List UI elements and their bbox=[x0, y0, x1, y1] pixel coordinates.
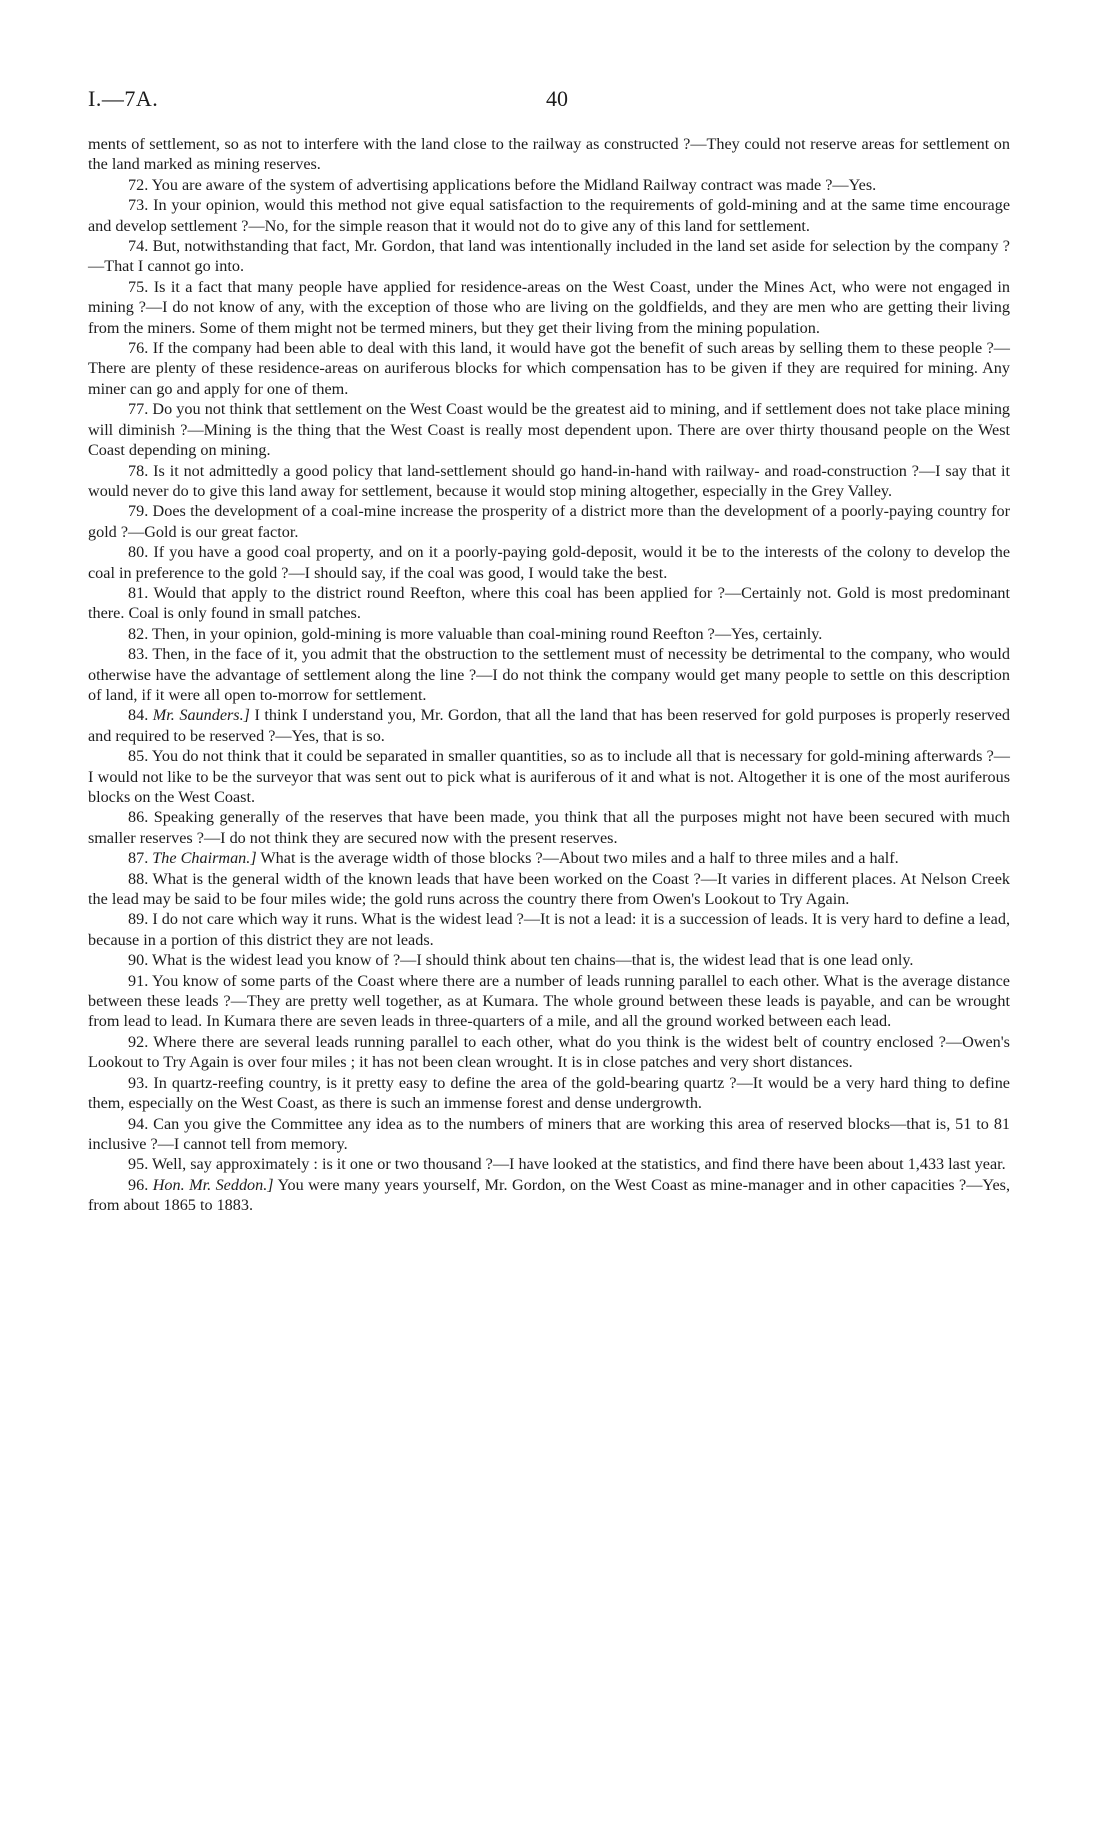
question-number: 75. bbox=[128, 277, 149, 296]
paragraph bbox=[88, 1114, 1010, 1155]
question-number: 87. bbox=[128, 849, 149, 868]
speaker-label: The Chairman.] bbox=[152, 849, 257, 868]
paragraph-text: Then, in your opinion, gold-mining is more valuable than coal-mining round Reefton ?—Yes, certainly. bbox=[152, 624, 823, 643]
paragraph-text: What is the average width of those blocks ?—About two miles and a half to three miles and a half. bbox=[260, 849, 899, 868]
question-number: 74. bbox=[128, 237, 149, 256]
paragraph bbox=[88, 971, 1010, 1032]
paragraph-text: I think I understand you, Mr. Gordon, that all the land that has been reserved for gold purposes is properly reserved and required to be reserved ?—Yes, that is so. bbox=[88, 706, 1011, 745]
question-number: 95. bbox=[128, 1155, 149, 1174]
question-number: 86. bbox=[128, 808, 149, 827]
paragraph-text: In your opinion, would this method not give equal satisfaction to the requirements of gold-mining and at the same time encourage and develop settlement ?—No, for the simple reason that it would not do to give any of this land for settlement. bbox=[88, 196, 1010, 235]
paragraph-text: You do not think that it could be separated in smaller quantities, so as to include all that is necessary for gold-mining afterwards ?—I would not like to be the surveyor that was sent out to pick what is auriferous of it and what is not. Altogether it is one of the most auriferous blocks on the West Coast. bbox=[88, 747, 1010, 806]
paragraph-text: You know of some parts of the Coast where there are a number of leads running parallel to each other. What is the average distance between these leads ?—They are pretty well together, as at Kumara. The whole ground between these leads is payable, and can be wrought from lead to lead. In Kumara there are seven leads in three-quarters of a mile, and all the ground worked between each lead. bbox=[88, 971, 1010, 1031]
paragraph bbox=[88, 542, 1010, 583]
question-number: 92. bbox=[128, 1032, 149, 1051]
paragraph bbox=[88, 583, 1010, 624]
question-number: 79. bbox=[128, 502, 149, 521]
question-number: 96. bbox=[128, 1175, 149, 1194]
question-number: 89. bbox=[128, 910, 149, 929]
paragraph-text: Would that apply to the district round Reefton, where this coal has been applied for ?—Certainly not. Gold is most predominant there. Coal is only found in small patches. bbox=[88, 583, 1010, 623]
paragraph-text: Does the development of a coal-mine increase the prosperity of a district more than the development of a poorly-paying country for gold ?—Gold is our great factor. bbox=[88, 502, 1010, 541]
paragraph bbox=[88, 746, 1010, 807]
document-code: I.—7A. bbox=[88, 86, 159, 111]
question-number: 80. bbox=[128, 543, 149, 562]
question-number: 88. bbox=[128, 869, 149, 888]
paragraph bbox=[88, 1154, 1010, 1174]
paragraph-text: Then, in the face of it, you admit that the obstruction to the settlement must of necessity be detrimental to the company, who would otherwise have the advantage of settlement along the line ?—I do not think the company would get many people to settle on this description of land, if it were all open to-morrow for settlement. bbox=[88, 645, 1010, 704]
paragraph-text: You are aware of the system of advertising applications before the Midland Railway contract was made ?—Yes. bbox=[151, 175, 877, 194]
paragraph bbox=[88, 950, 1010, 970]
paragraph bbox=[88, 195, 1010, 236]
paragraph bbox=[88, 848, 1010, 868]
question-number: 91. bbox=[128, 971, 149, 990]
question-number: 84. bbox=[128, 706, 149, 725]
question-number: 85. bbox=[128, 747, 149, 766]
question-number: 81. bbox=[128, 583, 149, 602]
question-number: 82. bbox=[128, 624, 149, 643]
paragraph bbox=[88, 624, 1010, 644]
paragraph-text: Is it a fact that many people have applied for residence-areas on the West Coast, under the Mines Act, who were not engaged in mining ?—I do not know of any, with the exception of those who are living on the goldfields, and they are men who are getting their living from the miners. Some of them might not be termed miners, but they get their living from the mining population. bbox=[88, 277, 1010, 337]
paragraph-text: Is it not admittedly a good policy that land-settlement should go hand-in-hand with railway- and road-construction ?—I say that it would never do to give this land away for settlement, because it would stop mining altogether, especially in the Grey Valley. bbox=[88, 461, 1011, 500]
paragraph bbox=[88, 134, 1010, 175]
speaker-label: Hon. Mr. Seddon.] bbox=[152, 1175, 274, 1194]
paragraph bbox=[88, 1073, 1010, 1114]
question-number: 93. bbox=[128, 1073, 149, 1092]
paragraph bbox=[88, 705, 1010, 746]
paragraph-text: What is the general width of the known leads that have been worked on the Coast ?—It varies in different places. At Nelson Creek the lead may be said to be four miles wide; the gold runs across the country there from Owen's Lookout to Try Again. bbox=[88, 869, 1010, 909]
paragraph-text: What is the widest lead you know of ?—I should think about ten chains—that is, the widest lead that is one lead only. bbox=[152, 951, 914, 970]
paragraph-text: Speaking generally of the reserves that have been made, you think that all the purposes might not have been secured with much smaller reserves ?—I do not think they are secured now with the present reserves. bbox=[88, 808, 1011, 847]
paragraph-text: Do you not think that settlement on the West Coast would be the greatest aid to mining, and if settlement does not take place mining will diminish ?—Mining is the thing that the West Coast is really most dependent upon. There are over thirty thousand people on the West Coast depending on mining. bbox=[88, 400, 1011, 460]
question-number: 78. bbox=[128, 461, 149, 480]
paragraph-text: But, notwithstanding that fact, Mr. Gordon, that land was intentionally included in the land set aside for selection by the company ?—That I cannot go into. bbox=[88, 237, 1010, 276]
paragraph bbox=[88, 1032, 1010, 1073]
paragraph bbox=[88, 909, 1010, 950]
paragraph bbox=[88, 277, 1010, 338]
paragraph-text: ments of settlement, so as not to interfere with the land close to the railway as constructed ?—They could not reserve areas for settlement on the land marked as mining reserves. bbox=[88, 135, 1010, 174]
question-number: 76. bbox=[128, 339, 149, 358]
speaker-label: Mr. Saunders.] bbox=[152, 706, 250, 725]
paragraph bbox=[88, 236, 1010, 277]
paragraph-text: Where there are several leads running parallel to each other, what do you think is the widest belt of country enclosed ?—Owen's Lookout to Try Again is over four miles ; it has not been clean wrought. It is in close patches and very short distances. bbox=[88, 1032, 1010, 1072]
paragraph-text: If the company had been able to deal with this land, it would have got the benefit of such areas by selling them to these people ?—There are plenty of these residence-areas on auriferous blocks for which compensation has to be given if they are required for mining. Any miner can go and apply for one of them. bbox=[88, 339, 1010, 398]
paragraph-text: Well, say approximately : is it one or two thousand ?—I have looked at the statistics, and find there have been about 1,433 last year. bbox=[152, 1155, 1006, 1174]
paragraph-text: I do not care which way it runs. What is the widest lead ?—It is not a lead: it is a succession of leads. It is very hard to define a lead, because in a portion of this district they are not leads. bbox=[88, 910, 1010, 949]
paragraph bbox=[88, 501, 1010, 542]
paragraph bbox=[88, 1175, 1010, 1216]
paragraph bbox=[88, 644, 1010, 705]
paragraph bbox=[88, 175, 1010, 195]
question-number: 83. bbox=[128, 645, 149, 664]
paragraph-text: In quartz-reefing country, is it pretty easy to define the area of the gold-bearing quartz ?—It would be a very hard thing to define them, especially on the West Coast, as there is such an immense forest and dense undergrowth. bbox=[88, 1073, 1010, 1113]
paragraph-text: You were many years yourself, Mr. Gordon, on the West Coast as mine-manager and in other capacities ?—Yes, from about 1865 to 1883. bbox=[88, 1175, 1010, 1215]
paragraph bbox=[88, 869, 1010, 910]
page-header bbox=[88, 86, 1026, 116]
page-number: 40 bbox=[546, 86, 568, 111]
question-number: 94. bbox=[128, 1114, 149, 1133]
question-number: 73. bbox=[128, 196, 149, 215]
paragraph-text: Can you give the Committee any idea as to the numbers of miners that are working this area of reserved blocks—that is, 51 to 81 inclusive ?—I cannot tell from memory. bbox=[88, 1114, 1011, 1153]
paragraph bbox=[88, 461, 1010, 502]
paragraph bbox=[88, 807, 1010, 848]
question-number: 90. bbox=[128, 951, 149, 970]
paragraph-text: If you have a good coal property, and on it a poorly-paying gold-deposit, would it be to the interests of the colony to develop the coal in preference to the gold ?—I should say, if the coal was good, I would take the best. bbox=[88, 543, 1011, 582]
document-body bbox=[88, 134, 1010, 1216]
paragraph bbox=[88, 338, 1010, 399]
paragraph bbox=[88, 399, 1010, 460]
question-number: 77. bbox=[128, 400, 149, 419]
question-number: 72. bbox=[128, 175, 149, 194]
